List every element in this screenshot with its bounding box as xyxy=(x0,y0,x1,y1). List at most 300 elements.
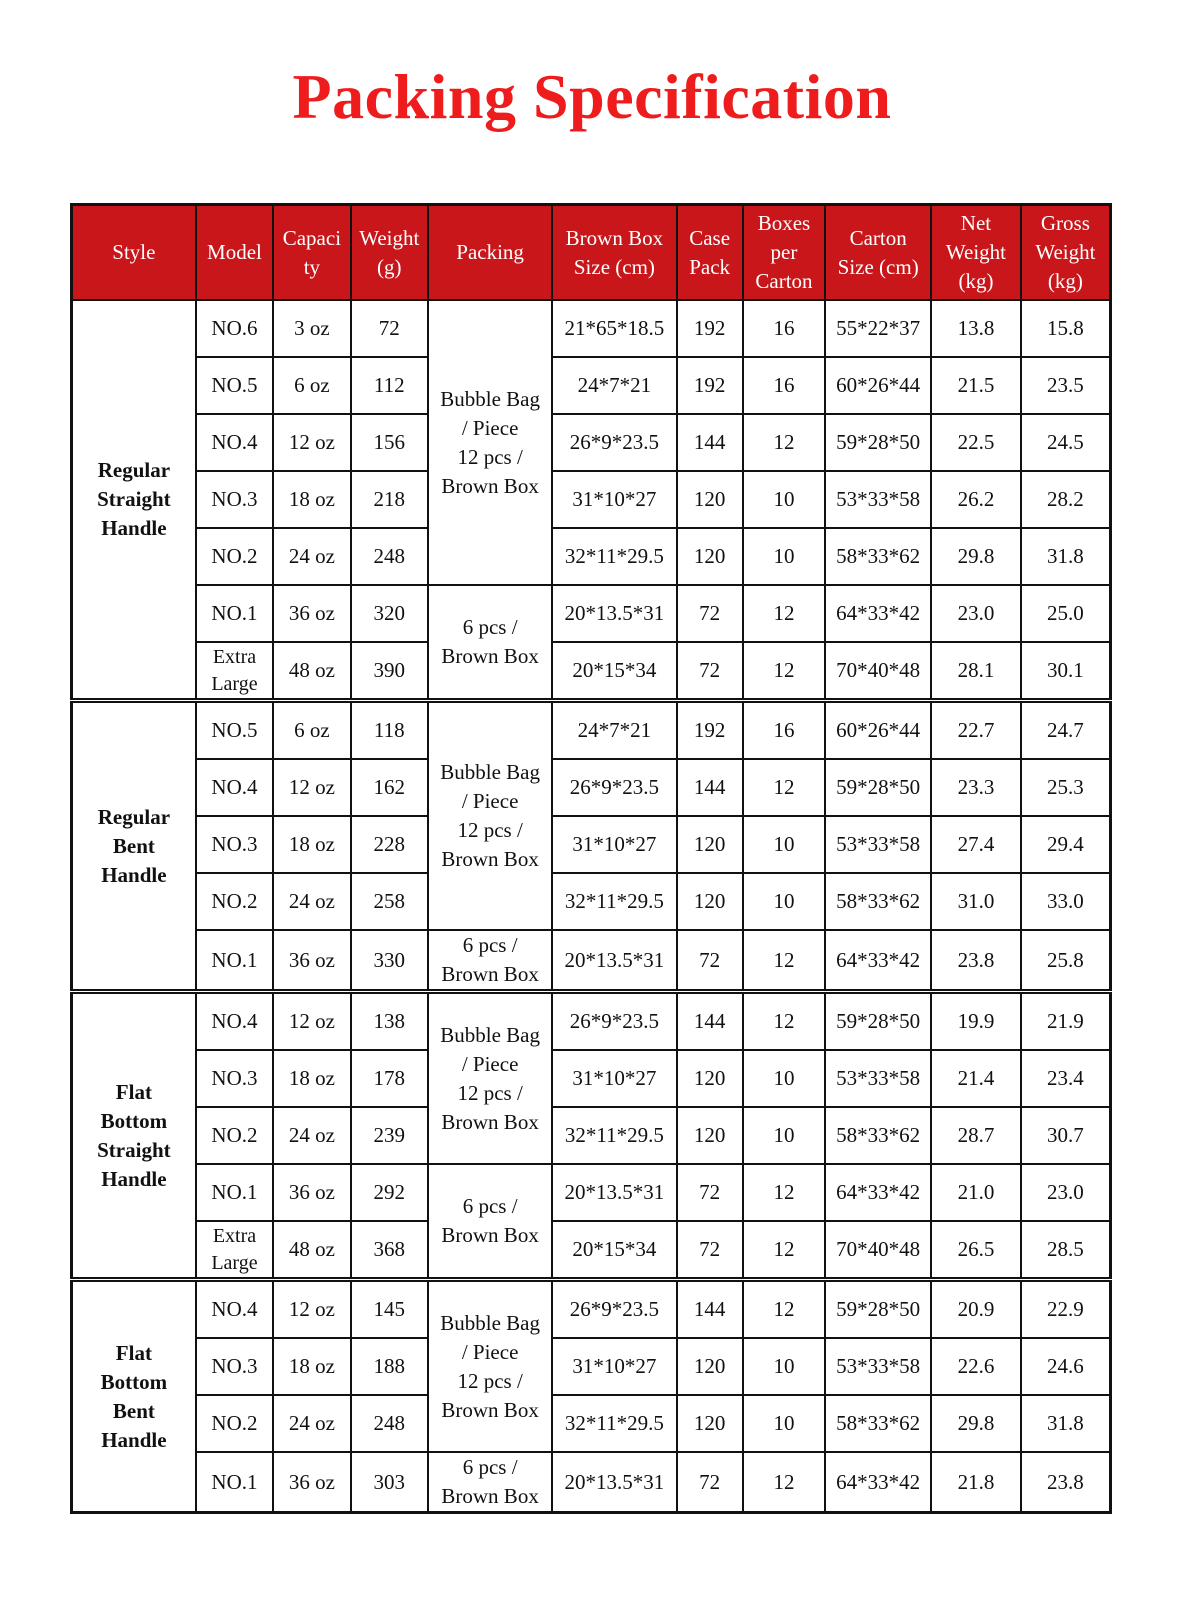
case-pack-cell: 72 xyxy=(677,1452,743,1513)
column-header-text: Style xyxy=(112,240,156,264)
column-header xyxy=(428,205,552,301)
packing-cell-text: 12 pcs / xyxy=(457,444,523,469)
packing-cell-text: / Piece xyxy=(461,415,519,440)
table-row xyxy=(72,642,1111,701)
column-header-text: Size (cm) xyxy=(573,254,655,279)
model-cell-text: NO.4 xyxy=(211,775,258,799)
column-header-text: (kg) xyxy=(1047,269,1083,293)
capacity-cell: 24 oz xyxy=(273,873,350,930)
packing-cell-text: Brown Box xyxy=(441,1109,539,1134)
net-weight-cell: 20.9 xyxy=(931,1280,1021,1339)
table-row xyxy=(72,528,1111,585)
case-pack-cell: 120 xyxy=(677,816,743,873)
boxes-per-carton-cell: 12 xyxy=(743,414,826,471)
brown-box-size-cell: 20*13.5*31 xyxy=(552,585,676,642)
capacity-cell: 18 oz xyxy=(273,471,350,528)
style-text: Flat xyxy=(115,1340,152,1365)
boxes-per-carton-cell: 12 xyxy=(743,642,826,701)
table-row xyxy=(72,1164,1111,1221)
gross-weight-cell: 23.0 xyxy=(1021,1164,1111,1221)
packing-cell-text: 12 pcs / xyxy=(457,818,523,842)
model-cell-text: NO.2 xyxy=(211,544,258,568)
capacity-cell: 24 oz xyxy=(273,528,350,585)
carton-size-cell: 64*33*42 xyxy=(825,1452,931,1513)
table-row xyxy=(72,1221,1111,1280)
net-weight-cell: 23.8 xyxy=(931,930,1021,992)
net-weight-cell: 19.9 xyxy=(931,992,1021,1051)
case-pack-cell: 144 xyxy=(677,1280,743,1339)
boxes-per-carton-cell: 10 xyxy=(743,1107,826,1164)
carton-size-cell: 60*26*44 xyxy=(825,701,931,760)
capacity-cell: 12 oz xyxy=(273,1280,350,1339)
boxes-per-carton-cell: 12 xyxy=(743,992,826,1051)
style-text: Bent xyxy=(112,833,155,858)
net-weight-cell: 23.3 xyxy=(931,759,1021,816)
capacity-cell: 3 oz xyxy=(273,300,350,357)
weight-cell: 303 xyxy=(351,1452,428,1513)
table-row xyxy=(72,701,1111,760)
table-header-row xyxy=(72,205,1111,301)
capacity-cell: 48 oz xyxy=(273,642,350,701)
packing-cell xyxy=(428,992,552,1165)
column-header xyxy=(743,205,826,301)
net-weight-cell: 21.4 xyxy=(931,1050,1021,1107)
case-pack-cell: 72 xyxy=(677,1164,743,1221)
weight-cell: 188 xyxy=(351,1338,428,1395)
net-weight-cell: 26.2 xyxy=(931,471,1021,528)
table-row xyxy=(72,300,1111,357)
carton-size-cell: 70*40*48 xyxy=(825,1221,931,1280)
style-text: Bottom xyxy=(100,1369,168,1394)
carton-size-cell: 64*33*42 xyxy=(825,930,931,992)
weight-cell: 330 xyxy=(351,930,428,992)
case-pack-cell: 192 xyxy=(677,701,743,760)
weight-cell: 248 xyxy=(351,528,428,585)
carton-size-cell: 53*33*58 xyxy=(825,1050,931,1107)
capacity-cell: 12 oz xyxy=(273,759,350,816)
column-header-text: Boxes xyxy=(757,211,811,235)
packing-cell-text: / Piece xyxy=(461,1339,519,1364)
packing-cell xyxy=(428,701,552,931)
column-header-text: ty xyxy=(303,254,321,279)
weight-cell: 138 xyxy=(351,992,428,1051)
packing-cell-text: Brown Box xyxy=(441,847,539,871)
packing-cell-text: Brown Box xyxy=(441,644,539,668)
model-cell-text: NO.2 xyxy=(211,1411,258,1435)
carton-size-cell: 53*33*58 xyxy=(825,816,931,873)
net-weight-cell: 22.5 xyxy=(931,414,1021,471)
table-row xyxy=(72,357,1111,414)
weight-cell: 239 xyxy=(351,1107,428,1164)
table-row xyxy=(72,1338,1111,1395)
table-row xyxy=(72,471,1111,528)
brown-box-size-cell: 31*10*27 xyxy=(552,1338,676,1395)
carton-size-cell: 59*28*50 xyxy=(825,1280,931,1339)
capacity-cell: 36 oz xyxy=(273,1164,350,1221)
packing-cell-text: Brown Box xyxy=(441,1223,539,1247)
model-cell-text: NO.1 xyxy=(211,1180,258,1204)
weight-cell: 228 xyxy=(351,816,428,873)
case-pack-cell: 120 xyxy=(677,1050,743,1107)
column-header-text: Capaci xyxy=(282,225,342,250)
table-row xyxy=(72,1395,1111,1452)
net-weight-cell: 13.8 xyxy=(931,300,1021,357)
carton-size-cell: 58*33*62 xyxy=(825,528,931,585)
brown-box-size-cell: 24*7*21 xyxy=(552,701,676,760)
weight-cell: 118 xyxy=(351,701,428,760)
net-weight-cell: 27.4 xyxy=(931,816,1021,873)
column-header-text: Carton xyxy=(755,269,813,293)
capacity-cell: 36 oz xyxy=(273,930,350,992)
brown-box-size-cell: 32*11*29.5 xyxy=(552,1107,676,1164)
table-row xyxy=(72,414,1111,471)
carton-size-cell: 58*33*62 xyxy=(825,873,931,930)
case-pack-cell: 120 xyxy=(677,1107,743,1164)
table-body xyxy=(72,300,1111,1513)
case-pack-cell: 120 xyxy=(677,471,743,528)
boxes-per-carton-cell: 12 xyxy=(743,1164,826,1221)
packing-cell-text: 6 pcs / xyxy=(462,1194,518,1218)
case-pack-cell: 120 xyxy=(677,1395,743,1452)
gross-weight-cell: 24.5 xyxy=(1021,414,1111,471)
carton-size-cell: 59*28*50 xyxy=(825,992,931,1051)
gross-weight-cell: 25.3 xyxy=(1021,759,1111,816)
brown-box-size-cell: 20*13.5*31 xyxy=(552,1452,676,1513)
packing-cell-text: Brown Box xyxy=(441,1484,539,1508)
model-cell xyxy=(196,471,273,528)
gross-weight-cell: 25.8 xyxy=(1021,930,1111,992)
weight-cell: 178 xyxy=(351,1050,428,1107)
capacity-cell: 48 oz xyxy=(273,1221,350,1280)
weight-cell: 258 xyxy=(351,873,428,930)
carton-size-cell: 60*26*44 xyxy=(825,357,931,414)
packing-cell-text: Brown Box xyxy=(441,1397,539,1422)
column-header xyxy=(552,205,676,301)
net-weight-cell: 26.5 xyxy=(931,1221,1021,1280)
column-header xyxy=(351,205,428,301)
packing-cell-text: 6 pcs / xyxy=(462,615,518,639)
style-text: Handle xyxy=(101,1427,167,1452)
capacity-cell: 18 oz xyxy=(273,1338,350,1395)
carton-size-cell: 55*22*37 xyxy=(825,300,931,357)
brown-box-size-cell: 20*13.5*31 xyxy=(552,1164,676,1221)
style-text: Flat xyxy=(115,1079,152,1104)
brown-box-size-cell: 21*65*18.5 xyxy=(552,300,676,357)
brown-box-size-cell: 24*7*21 xyxy=(552,357,676,414)
column-header-text: Brown Box xyxy=(565,225,664,250)
gross-weight-cell: 31.8 xyxy=(1021,528,1111,585)
model-cell-text: NO.4 xyxy=(211,430,258,454)
carton-size-cell: 64*33*42 xyxy=(825,585,931,642)
packing-cell-text: / Piece xyxy=(461,789,519,813)
net-weight-cell: 23.0 xyxy=(931,585,1021,642)
gross-weight-cell: 24.7 xyxy=(1021,701,1111,760)
case-pack-cell: 120 xyxy=(677,873,743,930)
column-header xyxy=(1021,205,1111,301)
boxes-per-carton-cell: 12 xyxy=(743,585,826,642)
net-weight-cell: 28.1 xyxy=(931,642,1021,701)
gross-weight-cell: 21.9 xyxy=(1021,992,1111,1051)
capacity-cell: 6 oz xyxy=(273,357,350,414)
model-cell-text: NO.6 xyxy=(211,316,258,340)
brown-box-size-cell: 26*9*23.5 xyxy=(552,992,676,1051)
packing-cell-text: 6 pcs / xyxy=(462,1455,518,1479)
packing-cell xyxy=(428,930,552,992)
gross-weight-cell: 23.4 xyxy=(1021,1050,1111,1107)
model-cell xyxy=(196,873,273,930)
column-header-text: per xyxy=(770,240,798,264)
packing-cell-text: Bubble Bag xyxy=(440,386,540,411)
table-row xyxy=(72,1050,1111,1107)
boxes-per-carton-cell: 16 xyxy=(743,300,826,357)
style-text: Handle xyxy=(101,862,167,887)
gross-weight-cell: 31.8 xyxy=(1021,1395,1111,1452)
weight-cell: 368 xyxy=(351,1221,428,1280)
style-text: Handle xyxy=(101,1166,167,1191)
capacity-cell: 12 oz xyxy=(273,992,350,1051)
gross-weight-cell: 15.8 xyxy=(1021,300,1111,357)
carton-size-cell: 58*33*62 xyxy=(825,1395,931,1452)
column-header xyxy=(931,205,1021,301)
boxes-per-carton-cell: 12 xyxy=(743,1280,826,1339)
model-cell xyxy=(196,300,273,357)
column-header-text: (g) xyxy=(377,254,402,279)
column-header-text: Pack xyxy=(689,254,731,279)
packing-spec-table xyxy=(70,203,1112,1514)
brown-box-size-cell: 26*9*23.5 xyxy=(552,1280,676,1339)
packing-cell-text: / Piece xyxy=(461,1051,519,1076)
weight-cell: 112 xyxy=(351,357,428,414)
capacity-cell: 12 oz xyxy=(273,414,350,471)
model-cell xyxy=(196,992,273,1051)
model-cell-text: NO.1 xyxy=(211,601,258,625)
net-weight-cell: 21.5 xyxy=(931,357,1021,414)
brown-box-size-cell: 20*15*34 xyxy=(552,642,676,701)
net-weight-cell: 22.6 xyxy=(931,1338,1021,1395)
boxes-per-carton-cell: 10 xyxy=(743,1395,826,1452)
packing-cell-text: 12 pcs / xyxy=(457,1080,523,1105)
style-cell xyxy=(72,300,196,701)
packing-cell xyxy=(428,585,552,701)
gross-weight-cell: 28.2 xyxy=(1021,471,1111,528)
style-text: Straight xyxy=(97,1137,171,1162)
case-pack-cell: 144 xyxy=(677,759,743,816)
model-cell-text: NO.5 xyxy=(211,373,258,397)
model-cell-text: NO.1 xyxy=(211,947,258,972)
column-header-text: Model xyxy=(207,240,262,264)
column-header-text: Net xyxy=(960,211,992,235)
case-pack-cell: 144 xyxy=(677,992,743,1051)
table-row xyxy=(72,1107,1111,1164)
weight-cell: 72 xyxy=(351,300,428,357)
page-title: Packing Specification xyxy=(292,61,892,132)
column-header-text: Case xyxy=(689,225,731,250)
packing-cell xyxy=(428,300,552,585)
packing-cell-text: Brown Box xyxy=(441,962,539,986)
column-header-text: Gross xyxy=(1040,211,1090,235)
table-row xyxy=(72,1280,1111,1339)
model-cell xyxy=(196,1280,273,1339)
model-cell xyxy=(196,528,273,585)
carton-size-cell: 59*28*50 xyxy=(825,759,931,816)
net-weight-cell: 29.8 xyxy=(931,1395,1021,1452)
column-header xyxy=(273,205,350,301)
capacity-cell: 36 oz xyxy=(273,1452,350,1513)
boxes-per-carton-cell: 12 xyxy=(743,930,826,992)
carton-size-cell: 53*33*58 xyxy=(825,471,931,528)
brown-box-size-cell: 32*11*29.5 xyxy=(552,873,676,930)
column-header-text: Carton xyxy=(849,225,907,250)
boxes-per-carton-cell: 10 xyxy=(743,873,826,930)
model-cell-text: NO.4 xyxy=(211,1297,258,1321)
gross-weight-cell: 30.1 xyxy=(1021,642,1111,701)
gross-weight-cell: 30.7 xyxy=(1021,1107,1111,1164)
column-header xyxy=(196,205,273,301)
table-row xyxy=(72,585,1111,642)
capacity-cell: 18 oz xyxy=(273,816,350,873)
table-row xyxy=(72,873,1111,930)
case-pack-cell: 144 xyxy=(677,414,743,471)
boxes-per-carton-cell: 16 xyxy=(743,357,826,414)
weight-cell: 218 xyxy=(351,471,428,528)
net-weight-cell: 29.8 xyxy=(931,528,1021,585)
weight-cell: 390 xyxy=(351,642,428,701)
model-cell xyxy=(196,1164,273,1221)
column-header-text: Weight xyxy=(945,240,1007,264)
net-weight-cell: 21.0 xyxy=(931,1164,1021,1221)
table-row xyxy=(72,816,1111,873)
model-cell-text: NO.2 xyxy=(211,1123,258,1147)
gross-weight-cell: 23.5 xyxy=(1021,357,1111,414)
model-cell-text: NO.1 xyxy=(211,1469,258,1494)
brown-box-size-cell: 31*10*27 xyxy=(552,1050,676,1107)
model-cell xyxy=(196,759,273,816)
brown-box-size-cell: 31*10*27 xyxy=(552,816,676,873)
capacity-cell: 6 oz xyxy=(273,701,350,760)
model-cell xyxy=(196,1050,273,1107)
case-pack-cell: 72 xyxy=(677,1221,743,1280)
boxes-per-carton-cell: 10 xyxy=(743,816,826,873)
model-cell xyxy=(196,357,273,414)
model-cell-text: NO.5 xyxy=(211,718,258,742)
model-cell-text: NO.3 xyxy=(211,487,258,511)
boxes-per-carton-cell: 12 xyxy=(743,1221,826,1280)
weight-cell: 248 xyxy=(351,1395,428,1452)
carton-size-cell: 64*33*42 xyxy=(825,1164,931,1221)
model-cell xyxy=(196,414,273,471)
table-row xyxy=(72,1452,1111,1513)
packing-cell xyxy=(428,1452,552,1513)
weight-cell: 162 xyxy=(351,759,428,816)
table-row xyxy=(72,759,1111,816)
style-text: Bent xyxy=(112,1398,155,1423)
weight-cell: 145 xyxy=(351,1280,428,1339)
brown-box-size-cell: 32*11*29.5 xyxy=(552,1395,676,1452)
weight-cell: 292 xyxy=(351,1164,428,1221)
model-cell-text: NO.4 xyxy=(211,1009,258,1033)
style-text: Bottom xyxy=(100,1108,168,1133)
column-header xyxy=(677,205,743,301)
model-cell xyxy=(196,1221,273,1280)
weight-cell: 320 xyxy=(351,585,428,642)
capacity-cell: 24 oz xyxy=(273,1395,350,1452)
packing-cell-text: Bubble Bag xyxy=(440,1022,540,1047)
style-text: Regular xyxy=(97,458,171,482)
carton-size-cell: 59*28*50 xyxy=(825,414,931,471)
packing-cell-text: 12 pcs / xyxy=(457,1368,523,1393)
model-cell xyxy=(196,701,273,760)
column-header-text: Packing xyxy=(456,240,524,264)
case-pack-cell: 120 xyxy=(677,528,743,585)
model-cell-text: Large xyxy=(211,1251,258,1274)
column-header xyxy=(72,205,196,301)
column-header xyxy=(825,205,931,301)
style-text: Straight xyxy=(97,487,171,511)
brown-box-size-cell: 31*10*27 xyxy=(552,471,676,528)
carton-size-cell: 58*33*62 xyxy=(825,1107,931,1164)
column-header-text: (kg) xyxy=(958,269,994,293)
model-cell xyxy=(196,1452,273,1513)
style-text: Regular xyxy=(97,804,171,829)
model-cell-text: NO.2 xyxy=(211,889,258,913)
model-cell-text: NO.3 xyxy=(211,832,258,856)
model-cell xyxy=(196,585,273,642)
carton-size-cell: 53*33*58 xyxy=(825,1338,931,1395)
packing-cell-text: Brown Box xyxy=(441,473,539,498)
case-pack-cell: 72 xyxy=(677,642,743,701)
capacity-cell: 24 oz xyxy=(273,1107,350,1164)
column-header-text: Weight xyxy=(1035,240,1096,264)
net-weight-cell: 21.8 xyxy=(931,1452,1021,1513)
model-cell-text: NO.3 xyxy=(211,1066,258,1090)
case-pack-cell: 72 xyxy=(677,930,743,992)
gross-weight-cell: 23.8 xyxy=(1021,1452,1111,1513)
packing-cell-text: Bubble Bag xyxy=(440,1310,540,1335)
boxes-per-carton-cell: 10 xyxy=(743,1338,826,1395)
column-header-text: Size (cm) xyxy=(837,254,919,279)
brown-box-size-cell: 20*15*34 xyxy=(552,1221,676,1280)
style-cell xyxy=(72,1280,196,1513)
weight-cell: 156 xyxy=(351,414,428,471)
packing-cell-text: 6 pcs / xyxy=(462,933,518,957)
model-cell xyxy=(196,930,273,992)
gross-weight-cell: 22.9 xyxy=(1021,1280,1111,1339)
boxes-per-carton-cell: 10 xyxy=(743,1050,826,1107)
brown-box-size-cell: 26*9*23.5 xyxy=(552,759,676,816)
gross-weight-cell: 29.4 xyxy=(1021,816,1111,873)
model-cell xyxy=(196,1107,273,1164)
brown-box-size-cell: 26*9*23.5 xyxy=(552,414,676,471)
model-cell xyxy=(196,1338,273,1395)
boxes-per-carton-cell: 12 xyxy=(743,759,826,816)
style-cell xyxy=(72,701,196,992)
boxes-per-carton-cell: 10 xyxy=(743,471,826,528)
style-text: Handle xyxy=(101,516,167,540)
table-row xyxy=(72,930,1111,992)
model-cell-text: NO.3 xyxy=(211,1354,258,1378)
case-pack-cell: 72 xyxy=(677,585,743,642)
net-weight-cell: 22.7 xyxy=(931,701,1021,760)
gross-weight-cell: 33.0 xyxy=(1021,873,1111,930)
style-cell xyxy=(72,992,196,1280)
capacity-cell: 36 oz xyxy=(273,585,350,642)
gross-weight-cell: 24.6 xyxy=(1021,1338,1111,1395)
model-cell-text: Extra xyxy=(212,645,257,668)
table-row xyxy=(72,992,1111,1051)
model-cell-text: Extra xyxy=(212,1224,257,1247)
model-cell-text: Large xyxy=(211,672,258,695)
packing-cell-text: Bubble Bag xyxy=(440,760,540,784)
